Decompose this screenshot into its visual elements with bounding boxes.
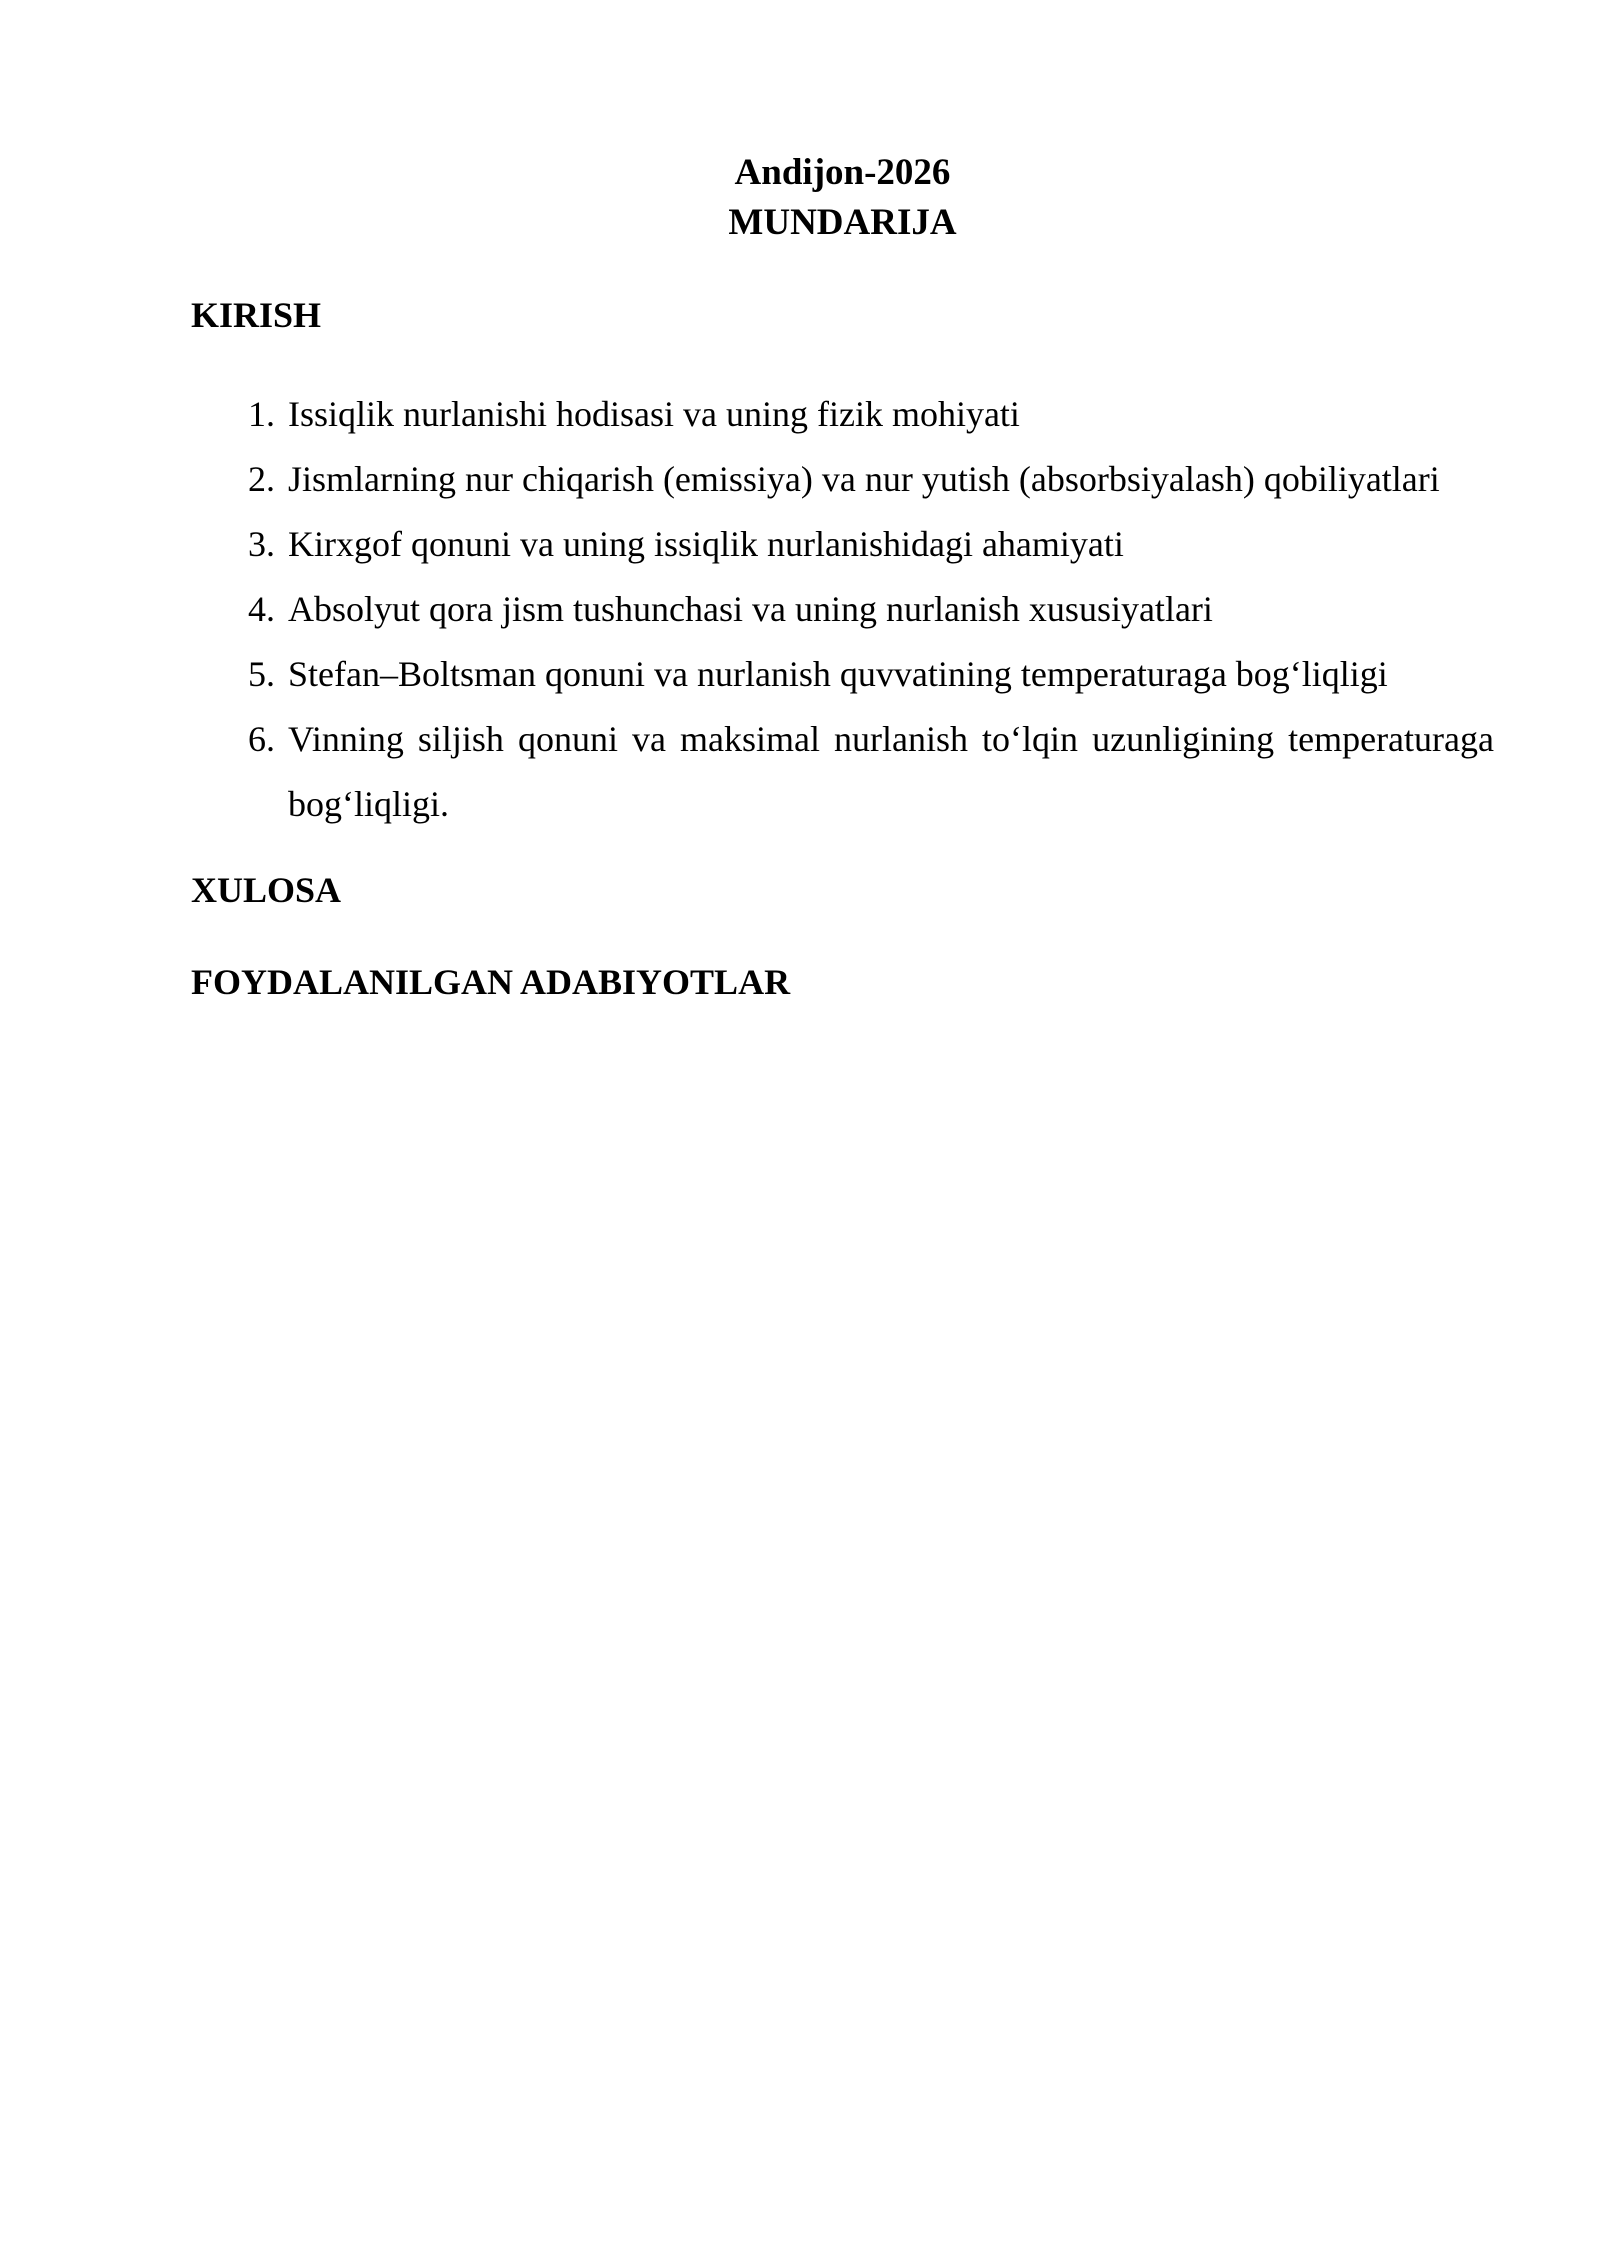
toc-item (191, 382, 1494, 447)
toc-item-text: Vinning siljish qonuni va maksimal nurlanish to‘lqin uzunligining temperaturaga bog‘liqligi. (288, 719, 1494, 824)
toc-list (191, 382, 1494, 837)
toc-title: MUNDARIJA (728, 202, 957, 243)
city-year-heading: Andijon-2026 (734, 152, 951, 193)
section-references-heading: FOYDALANILGAN ADABIYOTLAR (191, 962, 791, 1002)
toc-item-text: Kirxgof qonuni va uning issiqlik nurlanishidagi ahamiyati (288, 524, 1124, 564)
toc-item-text: Issiqlik nurlanishi hodisasi va uning fizik mohiyati (288, 394, 1020, 434)
toc-item (191, 577, 1494, 642)
toc-item-number: 4. (248, 589, 275, 629)
toc-item-number: 2. (248, 459, 275, 499)
toc-item-number: 3. (248, 524, 275, 564)
toc-item-text: Stefan–Boltsman qonuni va nurlanish quvvatining temperaturaga bog‘liqligi (288, 654, 1388, 694)
section-intro-heading: KIRISH (191, 295, 322, 335)
toc-item (191, 447, 1494, 512)
toc-item (191, 642, 1494, 707)
toc-item-number: 6. (248, 719, 275, 759)
toc-item (191, 707, 1494, 837)
toc-item (191, 512, 1494, 577)
toc-item-text: Jismlarning nur chiqarish (emissiya) va nur yutish (absorbsiyalash) qobiliyatlari (288, 459, 1440, 499)
section-conclusion-heading: XULOSA (191, 870, 342, 910)
toc-item-text: Absolyut qora jism tushunchasi va uning nurlanish xususiyatlari (288, 589, 1213, 629)
toc-item-number: 5. (248, 654, 275, 694)
page-content (191, 148, 1494, 1007)
toc-item-number: 1. (248, 394, 275, 434)
